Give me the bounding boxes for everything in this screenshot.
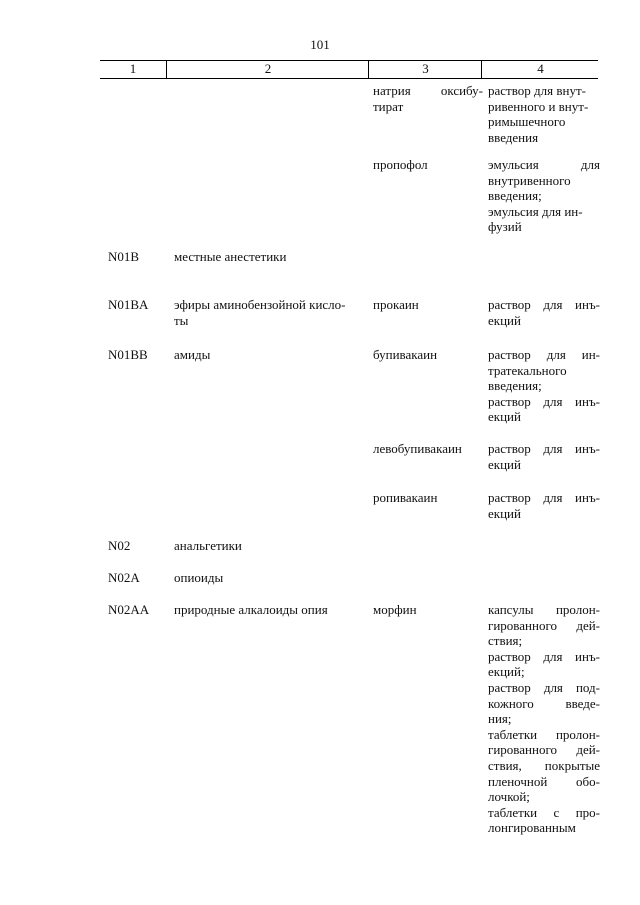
dosage-forms-line: введения: [488, 129, 539, 145]
drug-name: [373, 83, 483, 114]
group-name-line: природные алкалоиды опия: [174, 602, 328, 617]
dosage-forms-line: раствор для ин-: [488, 347, 600, 362]
group-name: [174, 570, 366, 586]
dosage-forms-line: раствор для инъ-: [488, 393, 600, 409]
dosage-forms-line: ствия, покрытые: [488, 757, 600, 773]
drug-name: [373, 157, 483, 173]
dosage-forms: [488, 83, 600, 145]
dosage-forms-line: внутривенного: [488, 172, 571, 188]
dosage-forms-line: введения;: [488, 378, 542, 394]
group-name: [174, 538, 366, 554]
dosage-forms-line: тратекального: [488, 362, 567, 378]
drug-name-line: морфин: [373, 602, 417, 617]
dosage-forms-line: таблетки пролон-: [488, 726, 600, 742]
group-name: [174, 297, 366, 328]
dosage-forms: [488, 297, 600, 328]
drug-name: [373, 441, 483, 457]
dosage-forms-line: таблетки с про-: [488, 804, 600, 820]
group-name: [174, 347, 366, 363]
drug-name-line: пропофол: [373, 157, 428, 172]
header-col-1: 1: [129, 61, 137, 76]
dosage-forms-line: раствор для инъ-: [488, 648, 600, 664]
atc-code: N02A: [108, 570, 140, 585]
dosage-forms-line: екций;: [488, 664, 525, 680]
dosage-forms-line: гированного дей-: [488, 742, 600, 758]
drug-name: [373, 347, 483, 363]
dosage-forms-line: капсулы пролон-: [488, 602, 600, 617]
atc-code: N02: [108, 538, 131, 553]
atc-code: N01BB: [108, 347, 148, 362]
dosage-forms-line: эмульсия для ин-: [488, 203, 583, 219]
group-name-line: опиоиды: [174, 570, 224, 585]
dosage-forms-line: римышечного: [488, 114, 566, 130]
dosage-forms-line: ривенного и внут-: [488, 98, 589, 114]
dosage-forms-line: фузий: [488, 219, 522, 235]
dosage-forms-line: екций: [488, 409, 521, 425]
dosage-forms-line: введения;: [488, 188, 542, 204]
drug-name: [373, 490, 483, 506]
dosage-forms: [488, 441, 600, 472]
dosage-forms-line: ния;: [488, 711, 512, 727]
drug-name: [373, 297, 483, 313]
drug-name-line: ропивакаин: [373, 490, 438, 505]
dosage-forms-line: ствия;: [488, 633, 523, 649]
group-name-line: эфиры аминобензойной кисло-: [174, 297, 346, 312]
drug-name-line: тират: [373, 98, 404, 114]
dosage-forms-line: гированного дей-: [488, 617, 600, 633]
atc-code: N02AA: [108, 602, 150, 617]
header-col-4: 4: [481, 61, 599, 78]
drug-name-line: бупивакаин: [373, 347, 438, 362]
dosage-forms-line: раствор для инъ-: [488, 490, 600, 505]
dosage-forms: [488, 347, 600, 425]
dosage-forms-line: раствор для инъ-: [488, 441, 600, 456]
group-name: [174, 602, 366, 618]
atc-code: N01B: [108, 249, 140, 264]
drug-name-line: натрия оксибу-: [373, 83, 483, 98]
drug-name-line: прокаин: [373, 297, 419, 312]
dosage-forms: [488, 490, 600, 521]
dosage-forms-line: лочкой;: [488, 789, 530, 805]
dosage-forms-line: раствор для под-: [488, 679, 600, 695]
header-col-2: 2: [166, 61, 369, 78]
dosage-forms: [488, 602, 600, 836]
group-name-line: анальгетики: [174, 538, 242, 553]
group-name-line: местные анестетики: [174, 249, 287, 264]
table-header: [100, 60, 598, 79]
dosage-forms-line: екций: [488, 456, 521, 472]
dosage-forms-line: раствор для внут-: [488, 83, 586, 98]
dosage-forms-line: раствор для инъ-: [488, 297, 600, 312]
dosage-forms-line: екций: [488, 312, 521, 328]
atc-code: N01BA: [108, 297, 149, 312]
drug-name-line: левобупивакаин: [373, 441, 462, 456]
group-name-line: амиды: [174, 347, 211, 362]
dosage-forms: [488, 157, 600, 235]
dosage-forms-line: кожного введе-: [488, 695, 600, 711]
dosage-forms-line: лонгированным: [488, 820, 576, 836]
drug-name: [373, 602, 483, 618]
group-name-line: ты: [174, 312, 189, 328]
dosage-forms-line: екций: [488, 505, 521, 521]
header-col-3: 3: [368, 61, 482, 78]
group-name: [174, 249, 366, 265]
dosage-forms-line: пленочной обо-: [488, 773, 600, 789]
dosage-forms-line: эмульсия для: [488, 157, 600, 172]
page-number: 101: [310, 37, 330, 52]
